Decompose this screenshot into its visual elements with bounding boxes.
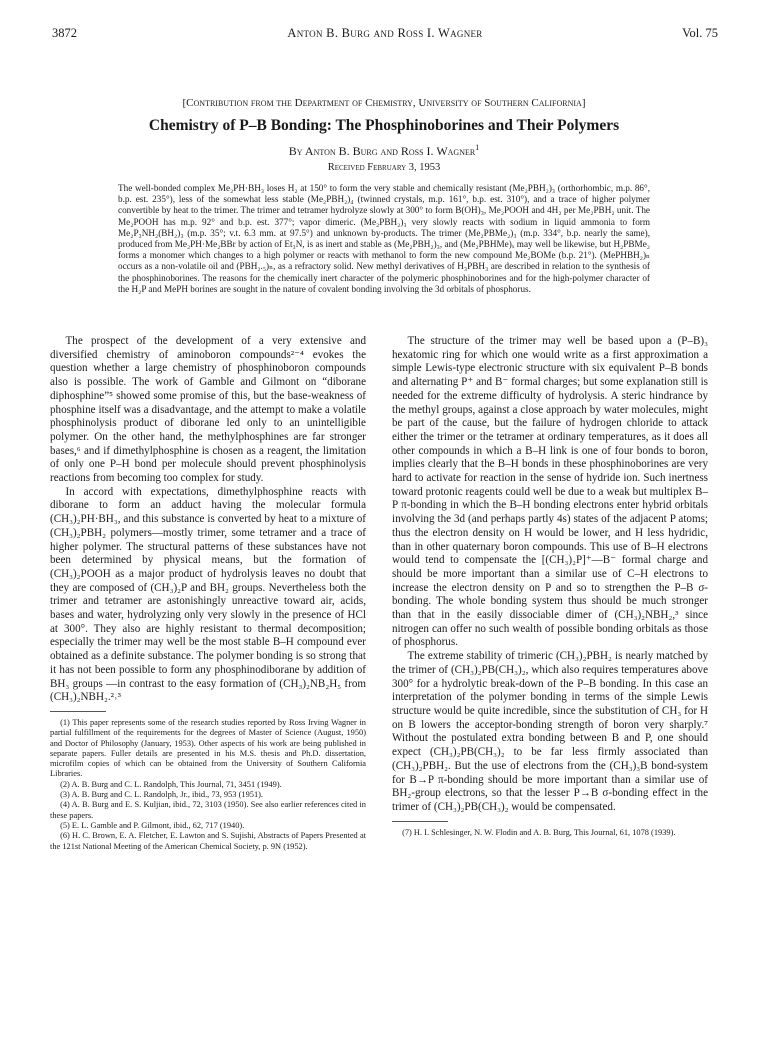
footnote-rule (50, 711, 106, 712)
author-footnote-marker: 1 (475, 143, 480, 152)
footnote: (5) E. L. Gamble and P. Gilmont, ibid., 62, 717 (1940). (60, 820, 245, 830)
footnote-rule (392, 821, 448, 822)
footnote: (6) H. C. Brown, E. A. Fletcher, E. Lawton and S. Sujishi, Abstracts of Papers Presented at the 121st National Meeting of the American Chemical Society, p. 9N (1952). (50, 831, 366, 851)
article-title: Chemistry of P–B Bonding: The Phosphinoborines and Their Polymers (148, 117, 620, 134)
running-header (52, 26, 718, 44)
abstract (118, 183, 650, 295)
abstract-text: The well-bonded complex Me₂PH·BH₃ loses H₂ at 150° to form the very stable and chemically resistant (Me₂PBH₂)₃ (orthorhombic, m.p. 86°, b.p. est. 235°), less of the somewhat less stable (Me₂PBH₂)₄ (twinned crystals, m.p. 161°, b.p. est. 310°), and a trace of higher polymer convertible by heat to the trimer. The trimer and tetramer hydrolyze slowly at 300° to form B(OH)₃, Me₂POOH and 4H₂ per Me₂PBH₂ unit. The Me₂POOH has m.p. 92° and b.p. est. 377°; vapor dimeric. (Me₂PBH₂)₃ very slowly reacts with sodium in liquid ammonia to form Me₂P₃NH₂(BH₂)₃ (m.p. 35°; v.t. 6.3 mm. at 97.5°) and unknown by-products. The trimer (Me₂PBMe₂)₃ (m.p. 334°, b.p. nearly the same), produced from Me₂PH·Me₂BBr by action of Et₃N, is as inert and stable as (Me₂PBH₂)₃, and (Me₂PBHMe)ₓ may well be likewise, but H₂PBMe₂ forms a monomer which changes to a high polymer or reacts with methanol to form the new compound Me₂BOMe (b.p. 21°). (MePHBH₂)ₙ occurs as a non-volatile oil and (PBH₂.₅)ₙ, as a refractory solid. New methyl derivatives of H₃PBH₃ are described in relation to the synthesis of the phosphinoborines. The reasons for the chemically inert character of the polymeric phosphinoborines and for the high-polymer character of the H₂P and MePH borines are sought in the nature of covalent bonding involving the 3d orbitals of phosphorus. (118, 183, 650, 294)
right-column (392, 335, 708, 838)
body-paragraph: In accord with expectations, dimethylphosphine reacts with diborane to form an adduct having the molecular formula (CH₃)₂PH·BH₃, and this substance is converted by heat to a mixture of (CH₃)₂PBH₂ polymers—mostly trimer, some tetramer and a trace of higher polymer. The structural patterns of these substances have not been determined by physical means, but the formation of (CH₃)₂POOH as a major product of hydrolysis leaves no doubt that they are composed of (CH₃)₂P and BH₂ groups. Nevertheless both the trimer and tetramer are astonishingly unreactive toward air, acids, bases and water, hydrolyzing only very slowly in the presence of HCl at 300°. They also are highly resistant to thermal decomposition; especially the trimer may well be the most stable B–H compound ever obtained as a definite substance. The polymer bonding is so strong that it has not been possible to form any phosphinodiborane by addition of BH₃ groups —in contrast to the easy formation of (CH₃)₂NB₂H₅ from (CH₃)₂NBH₂.²˒³ (50, 485, 366, 704)
page-number: 3872 (52, 26, 77, 40)
running-head: Anton B. Burg and Ross I. Wagner (287, 26, 483, 40)
body-paragraph: The prospect of the development of a very extensive and diversified chemistry of aminoboron compounds²⁻⁴ evokes the question whether a large chemistry of phosphinoboron compounds also is possible. The work of Gamble and Gilmont on “diborane diphosphine”⁵ showed some promise of this, but the base-weakness of phosphine itself was a disadvantage, and the attempt to make a volatile phosphinolysis product of diborane led only to an unintelligible polymer. On the other hand, the methylphosphines are far stronger bases,⁶ and if dimethylphosphine is chosen as a reagent, the limitation of only one P–H bond per molecule should prevent phosphinolysis reactions from becoming too complex for study. (50, 335, 366, 485)
received-date: Received February 3, 1953 (327, 162, 441, 173)
footnotes (50, 718, 366, 852)
body-paragraph: The structure of the trimer may well be based upon a (P–B)₃ hexatomic ring for which one would write as a first approximation a simple Lewis-type electronic structure with six equivalent P–B bonds and alternating P⁺ and B⁻ formal charges; but some explanation still is needed for the extreme difficulty of hydrolysis. A steric hindrance by the methyl groups, against a close approach by water molecules, might be part of the cause, but the failure of hydrogen chloride to attack either the trimer or the tetramer at ordinary temperatures, as it does all other compounds in which a B–H link is one of four bonds to boron, implies clearly that the B–H bonds in these phosphinoborines are very hard to activate for reaction in the sense of hydride ion. Such inertness toward protonic reagents could well be due to a weak but multiplex B–P π-bonding in which the B–H bonding electrons enter hybrid orbitals involving the 3d (and perhaps partly 4s) states of the adjacent P atoms; thus the electron density on H would be lower, and H less hydridic, than in other quaternary boron compounds. This use of B–H electrons would tend to compensate the [(CH₃)₂P]⁺—B⁻ formal charge and should be more important than a similar use of C–H electrons to increase the electron density on P and so to strengthen the P–B σ-bonding. The whole bonding system thus should be much stronger than that in the easily dissociable dimer of (CH₃)₂NBH₂,³ since nitrogen can offer no such wealth of possible bonding orbitals as those of phosphorus. (392, 335, 708, 649)
footnote: (7) H. I. Schlesinger, N. W. Flodin and A. B. Burg, This Journal, 61, 1078 (1939). (402, 827, 676, 837)
volume-number: Vol. 75 (682, 26, 718, 40)
left-column (50, 335, 366, 852)
byline (0, 143, 768, 159)
footnote: (3) A. B. Burg and C. L. Randolph, Jr., ibid., 73, 953 (1951). (60, 790, 264, 800)
footnotes (392, 828, 708, 838)
footnote: (2) A. B. Burg and C. L. Randolph, This Journal, 71, 3451 (1949). (60, 779, 282, 789)
footnote: (4) A. B. Burg and E. S. Kuljian, ibid., 72, 3103 (1950). See also earlier references cited in these papers. (50, 800, 366, 820)
author-names: By Anton B. Burg and Ross I. Wagner (288, 144, 476, 158)
footnote: (1) This paper represents some of the research studies reported by Ross Irving Wagner in partial fulfillment of the requirements for the degrees of Master of Science (August, 1950) and Doctor of Philosophy (January, 1953). Other aspects of his work are being published in separate papers. Fuller details are presented in his M.S. thesis and Ph.D. dissertation, microfilm copies of which can be obtained from the University of Southern California Libraries. (50, 717, 366, 779)
contribution-line: [Contribution from the Department of Chemistry, University of Southern California] (182, 97, 586, 109)
body-paragraph: The extreme stability of trimeric (CH₃)₂PBH₂ is nearly matched by the trimer of (CH₃)₂PB(CH₃)₂, which also requires temperatures above 300° for a hydrolytic break-down of the P–B bonding. In this case an interpretation of the polymer bonding in terms of the simple Lewis structure would be quite incredible, since the substitution of CH₃ for H on B lowers the acceptor-bonding strength of boron very sharply.⁷ Without the postulated extra bonding between B and P, one should expect (CH₃)₂PB(CH₃)₂ to be far less firmly associated than (CH₃)₂PBH₂. But the use of electrons from the (CH₃)₃B bond-system for B→P π-bonding should be more important than a similar use of BH₂-group electrons, so that the lesser P→B σ-bonding effect in the trimer of (CH₃)₂PB(CH₃)₂ would be compensated. (392, 650, 708, 813)
